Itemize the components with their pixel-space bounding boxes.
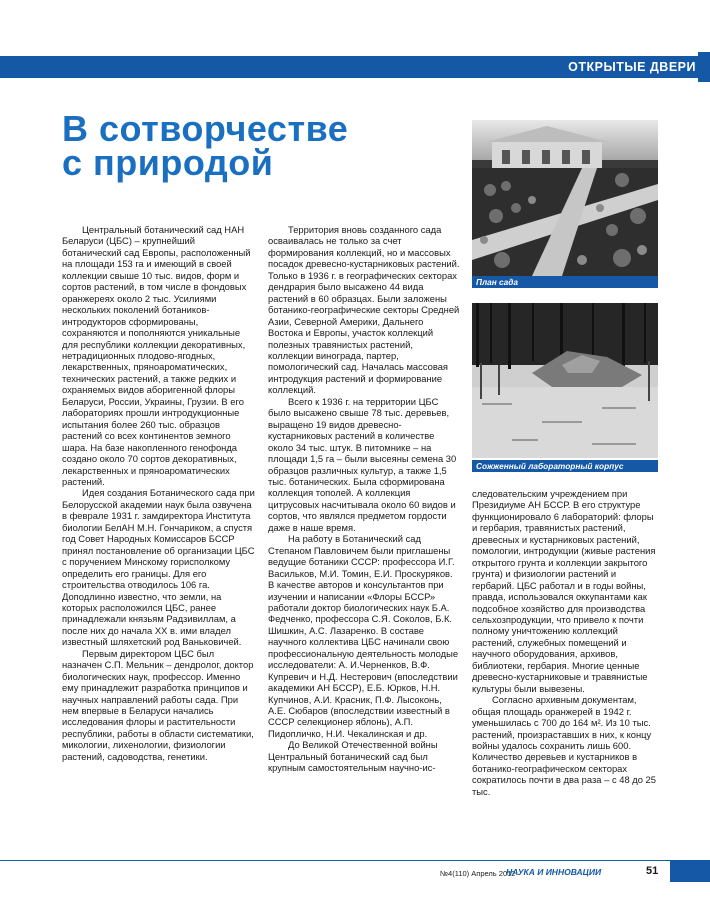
paragraph: Всего к 1936 г. на территории ЦБС было высажено свыше 78 тыс. деревьев, выращено 19 видов древесно-кустарниковых растений в количестве около 34 тыс. штук. В питомнике – на площади 1,5 га – были высеяны семена 30 образцов различных культур, а также 1,5 тыс. ботанических. Была сформирована коллекция тополей. А коллекция цитрусовых насчитывала около 60 видов и сортов, что являлся предметом гордости даже в наше время.: [268, 395, 457, 533]
issue-number: №4(110) Апрель 2012: [440, 869, 516, 878]
article-title: [62, 108, 442, 183]
text-column-3: [472, 488, 658, 797]
paragraph: На работу в Ботанический сад Степаном Павловичем были приглашены ведущие ботаники СССР: профессора И.Г. Васильков, М.И. Томин, Е.И. Проскуряков. В качестве авторов и консультантов при изучении и написании «Флоры БССР» работали доктор биологических наук Б.А. Федченко, профессора С.Я. Соколов, Б.К. Шишкин, А.С. Лазаренко. В составе научного коллектива ЦБС начинали свою профессиональную деятельность молодые исследователи: А. И.Черненков, В.Ф. Купревич и Н.Д. Нестерович (впоследствии академики АН БССР), Е.Б. Юрков, Н.Н. Купчинов, А.И. Красник, П.Ф. Лысоконь, А.Е. Сюбаров (впоследствии известный в СССР селекционер яблонь), А.П. Пидопличко, Н.И. Чекалинская и др.: [268, 533, 459, 739]
photo-caption: План сада: [472, 276, 658, 288]
footer-rule: [0, 860, 710, 861]
garden-plan-photo: [472, 120, 658, 276]
title-line-2: с природой: [62, 142, 274, 183]
paragraph: Территория вновь созданного сада осваивалась не только за счет формирования коллекций, но и массовых посадок древесно-кустарниковых растений. Только в 1936 г. в географических секторах дендрария было высажено 44 вида растений в 60 образцах. Были заложены ботанико-географические секторы Средней Азии, Северной Америки, Дальнего Востока и Европы, участок коллекций полезных травянистых растений, коллекции винограда, партер, помологический сад. Началась массовая интродукция растений и формирование коллекций.: [268, 224, 460, 396]
paragraph: Первым директором ЦБС был назначен С.П. Мельник – дендролог, доктор биологических наук, профессор. Именно ему принадлежит разработка принципов и научных направлений работы сада. При нем впервые в Беларуси начались исследования флоры и растительности республики, работы в области систематики, микологии, лихенологии, физиологии растений, садоводства, генетики.: [62, 647, 254, 762]
text-column-1: [62, 224, 256, 762]
photo-caption: Сожженный лабораторный корпус: [472, 460, 658, 472]
page-number: 51: [646, 865, 659, 877]
text-column-2: [268, 224, 460, 774]
paragraph: До Великой Отечественной войны Центральный ботанический сад был крупным самостоятельным научно-ис-: [268, 739, 438, 774]
footer-tab: [670, 860, 710, 882]
paragraph: Центральный ботанический сад НАН Беларуси (ЦБС) – крупнейший ботанический сад Европы, расположенный на площади 153 га и имеющий в своей коллекции свыше 10 тыс. видов, форм и сортов растений, в том числе в фондовых оранжереях около 2 тыс. Усилиями нескольких поколений ботаников-интродукторов сформированы, сохраняются и пополняются уникальные для республики коллекции декоративных, нетрадиционных плодово-ягодных, лекарственных, пряноароматических, технических растений, а также редких и охраняемых видов аборигенной флоры Беларуси, России, Украины, Грузии. В его лабораториях прошли интродукционные испытания более 260 тыс. образцов растений со всех континентов земного шара. На базе накопленного генофонда создано около 70 сортов декоративных, лекарственных и пряноароматических растений.: [62, 224, 251, 487]
journal-name: НАУКА И ИННОВАЦИИ: [506, 867, 602, 877]
title-line-1: В сотворчестве: [62, 108, 349, 149]
paragraph: Идея создания Ботанического сада при Белорусской академии наук была озвучена в феврале 1931 г. замдиректора Института биологии БелАН М.Н. Гончариком, а спустя год Совет Народных Комиссаров БССР принял постановление об организации ЦБС с поручением Минскому горисполкому определить его границы. Для его строительства отводилось 106 га. Доподлинно известно, что земли, на которых расположился ЦБС, ранее принадлежали князьям Радзивиллам, а после них до начала XX в. ими владел известный шляхетский род Ваньковичей.: [62, 487, 255, 648]
paragraph: Согласно архивным документам, общая площадь оранжерей в 1942 г. уменьшилась с 700 до 164 м². Из 10 тыс. растений, произраставших в них, к концу войны удалось сохранить лишь 600. Количество деревьев и кустарников в ботанико-географическом секторах сократилось почти в два раза – с 48 до 25 тыс.: [472, 694, 656, 797]
burned-lab-photo: [472, 303, 658, 458]
paragraph: следовательским учреждением при Президиуме АН БССР. В его структуре функционировало 6 лабораторий: флоры и гербария, травянистых растений, древесных и кустарниковых растений, помологии, интродукции (живые растения открытого грунта и коллекции закрытого грунта) и физиологии растений и гербарий. ЦБС работал и в годы войны, правда, использовался оккупантами как подсобное хозяйство для производства сельхозпродукции, что привело к почти полному уничтожению коллекций растений, служебных помещений и научного оборудования, архивов, библиотеки, гербария. Многие ценные древесно-кустарниковые и травянистые культуры были вывезены.: [472, 488, 656, 694]
section-label: ОТКРЫТЫЕ ДВЕРИ: [562, 56, 696, 78]
header-bar: [0, 56, 710, 78]
